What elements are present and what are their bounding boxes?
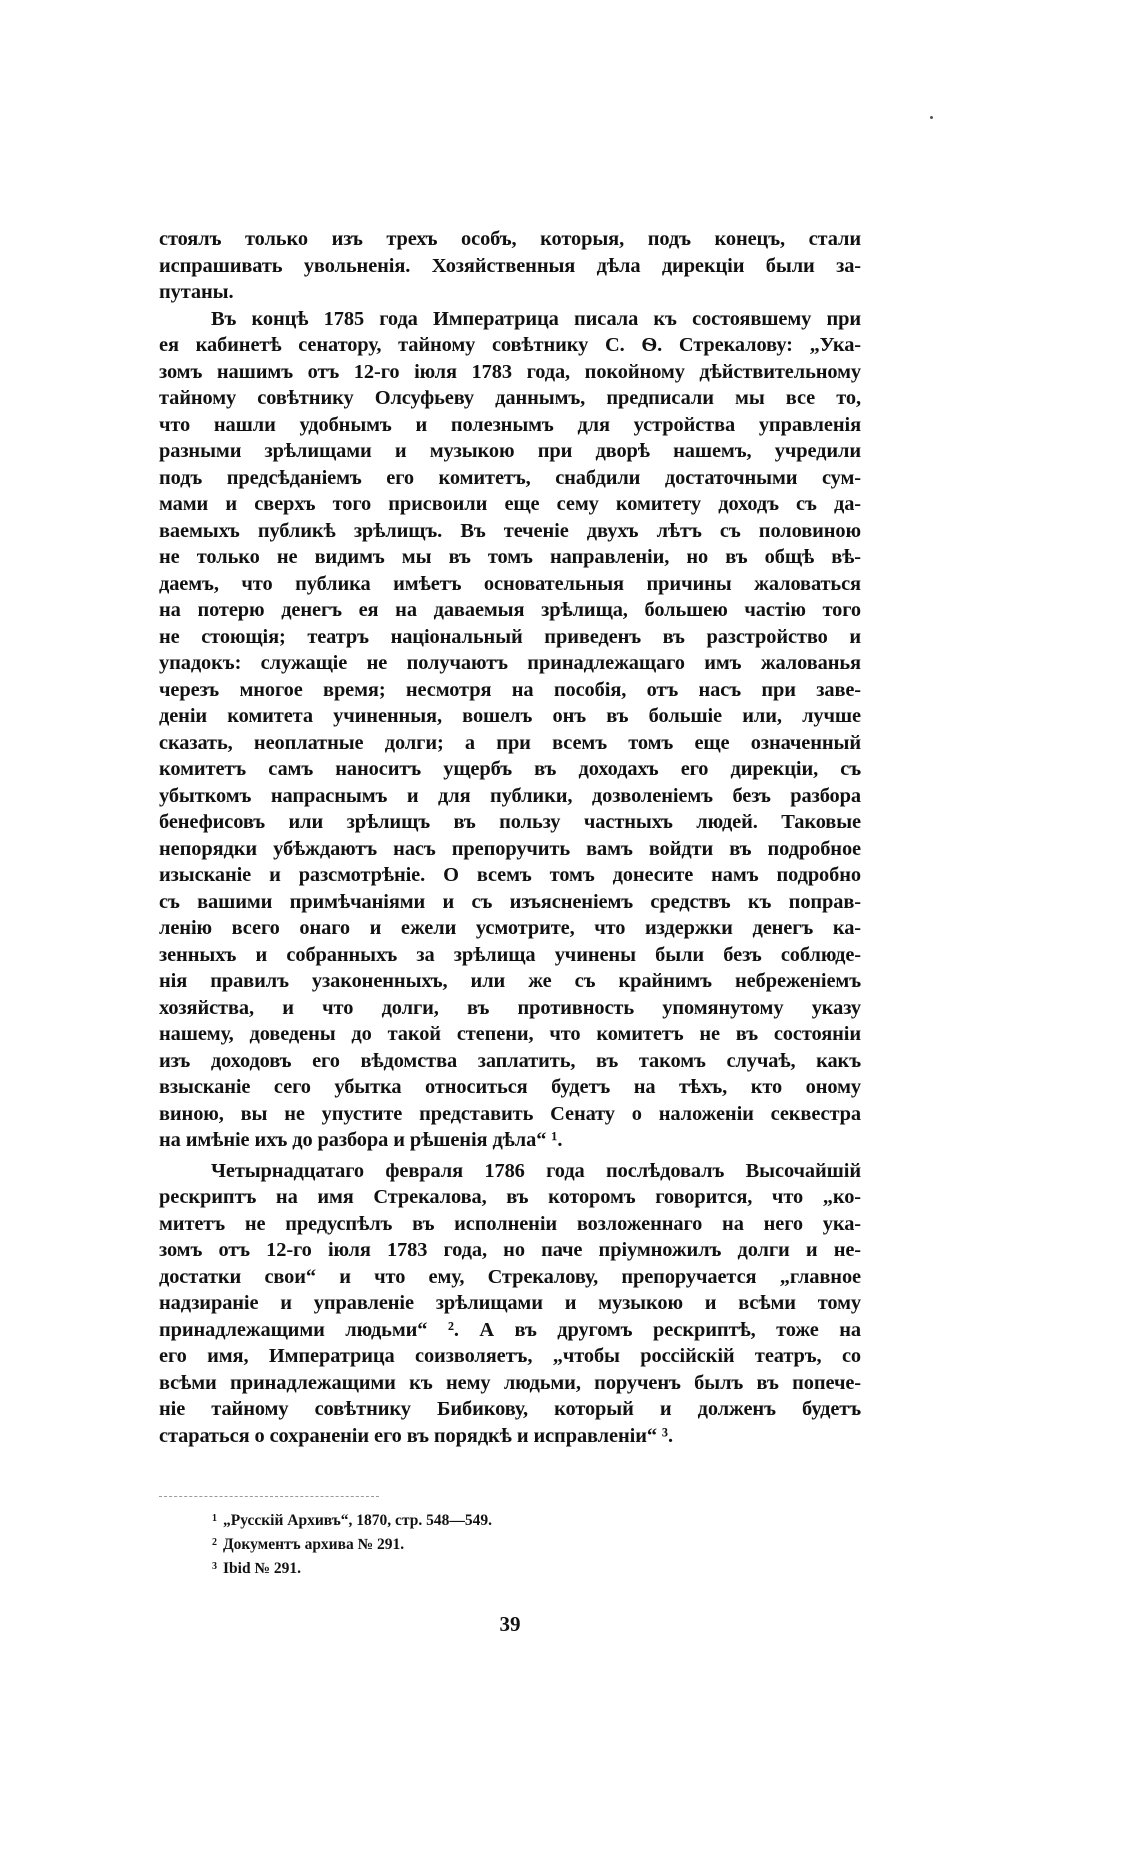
- text-line: стоялъ только изъ трехъ особъ, которыя, подъ конецъ, стали: [159, 228, 861, 250]
- text-line: принадлежащими людьми“ ². А въ другомъ рескриптѣ, тоже на: [159, 1318, 861, 1341]
- text-line: зенныхъ и собранныхъ за зрѣлища учинены были безъ соблюде-: [159, 943, 861, 966]
- text-line: всѣми принадлежащими къ нему людьми, порученъ былъ въ попече-: [159, 1371, 861, 1394]
- paragraph-start-line: Въ концѣ 1785 года Императрица писала къ состоявшему при: [211, 307, 861, 330]
- footnote-number: 2: [212, 1537, 217, 1548]
- text-line: не стоющія; театръ національный приведенъ въ разстройство и: [159, 625, 861, 648]
- scan-speck: [930, 116, 933, 119]
- text-line: надзираніе и управленіе зрѣлищами и музыкою и всѣми тому: [159, 1292, 861, 1314]
- text-line: зомъ отъ 12-го іюля 1783 года, но паче пріумножилъ долги и не-: [159, 1239, 861, 1261]
- text-line: тайному совѣтнику Олсуфьеву даннымъ, предписали мы все то,: [159, 387, 861, 409]
- text-line: его имя, Императрица соизволяетъ, „чтобы россійскій театръ, со: [159, 1345, 861, 1367]
- text-line: ленію всего онаго и ежели усмотрите, что издержки денегъ ка-: [159, 917, 861, 939]
- text-line: упадокъ: служащіе не получаютъ принадлежащаго имъ жалованья: [159, 652, 861, 674]
- text-line: деніи комитета учиненныя, вошелъ онъ въ большіе или, лучше: [159, 705, 861, 727]
- text-line: не только не видимъ мы въ томъ направленіи, но въ общѣ вѣ-: [159, 546, 861, 568]
- footnote-separator: [159, 1496, 379, 1497]
- text-line: черезъ многое время; несмотря на пособія, отъ насъ при заве-: [159, 678, 861, 701]
- text-line: митетъ не предуспѣлъ въ исполненіи возложеннаго на него ука-: [159, 1212, 861, 1235]
- footnote-1: [212, 1508, 492, 1532]
- text-line: ніе тайному совѣтнику Бибикову, который и долженъ будетъ: [159, 1398, 861, 1420]
- text-line: стараться о сохраненіи его въ порядкѣ и исправленіи“ ³.: [159, 1424, 673, 1447]
- footnote-3: [212, 1556, 492, 1580]
- text-line: зомъ нашимъ отъ 12-го іюля 1783 года, покойному дѣйствительному: [159, 360, 861, 383]
- text-line: бенефисовъ или зрѣлищъ въ пользу частныхъ людей. Таковые: [159, 811, 861, 833]
- footnote-2: [212, 1532, 492, 1556]
- text-line: ваемыхъ публикѣ зрѣлищъ. Въ теченіе двухъ лѣтъ съ половиною: [159, 519, 861, 542]
- footnote-text: Документъ архива № 291.: [223, 1536, 405, 1553]
- text-line: убыткомъ напраснымъ и для публики, дозволеніемъ безъ разбора: [159, 784, 861, 807]
- text-line: изысканіе и разсмотрѣніе. О всемъ томъ донесите намъ подробно: [159, 864, 861, 886]
- text-line: сказать, неоплатные долги; а при всемъ томъ еще означенный: [159, 731, 861, 754]
- text-line: разными зрѣлищами и музыкою при дворѣ нашемъ, учредили: [159, 440, 861, 462]
- text-line: съ вашими примѣчаніями и съ изъясненіемъ средствъ къ поправ-: [159, 890, 861, 913]
- text-line: мами и сверхъ того присвоили еще сему комитету доходъ съ да-: [159, 493, 861, 515]
- text-line: нія правилъ узаконенныхъ, или же съ крайнимъ небреженіемъ: [159, 970, 861, 992]
- text-line: непорядки убѣждаютъ насъ препоручить вамъ войдти въ подробное: [159, 837, 861, 860]
- text-line: на имѣніе ихъ до разбора и рѣшенія дѣла“ ¹.: [159, 1129, 563, 1151]
- text-line: даемъ, что публика имѣетъ основательныя причины жаловаться: [159, 572, 861, 595]
- paragraph-start-line: Четырнадцатаго февраля 1786 года послѣдовалъ Высочайшій: [211, 1159, 861, 1182]
- text-line: достатки свои“ и что ему, Стрекалову, препоручается „главное: [159, 1265, 861, 1288]
- text-line: нашему, доведены до такой степени, что комитетъ не въ состояніи: [159, 1023, 861, 1045]
- text-line: рескриптъ на имя Стрекалова, въ которомъ говорится, что „ко-: [159, 1186, 861, 1208]
- footnote-number: 3: [212, 1561, 217, 1572]
- footnote-text: Ibid № 291.: [223, 1560, 302, 1577]
- text-line: изъ доходовъ его вѣдомства заплатить, въ такомъ случаѣ, какъ: [159, 1049, 861, 1072]
- text-line: хозяйства, и что долги, въ противность упомянутому указу: [159, 996, 861, 1019]
- text-line: подъ предсѣданіемъ его комитетъ, снабдили достаточными сум-: [159, 466, 861, 489]
- footnote-text: „Русскій Архивъ“, 1870, стр. 548—549.: [223, 1512, 492, 1529]
- footnote-number: 1: [212, 1513, 217, 1524]
- footnotes: [212, 1508, 492, 1580]
- text-line: путаны.: [159, 281, 234, 303]
- text-line: виною, вы не упустите представить Сенату о наложеніи секвестра: [159, 1102, 861, 1125]
- body-text: [159, 226, 861, 1449]
- page-number: 39: [499, 1612, 521, 1636]
- text-line: что нашли удобнымъ и полезнымъ для устройства управленія: [159, 413, 861, 436]
- text-line: на потерю денегъ ея на даваемыя зрѣлища, большею частію того: [159, 599, 861, 621]
- text-line: ея кабинетѣ сенатору, тайному совѣтнику С. Ѳ. Стрекалову: „Ука-: [159, 334, 861, 356]
- text-line: комитетъ самъ наноситъ ущербъ въ доходахъ его дирекціи, съ: [159, 758, 861, 780]
- text-line: взысканіе сего убытка относиться будетъ на тѣхъ, кто оному: [159, 1076, 861, 1098]
- text-line: испрашивать увольненія. Хозяйственныя дѣла дирекціи были за-: [159, 254, 861, 277]
